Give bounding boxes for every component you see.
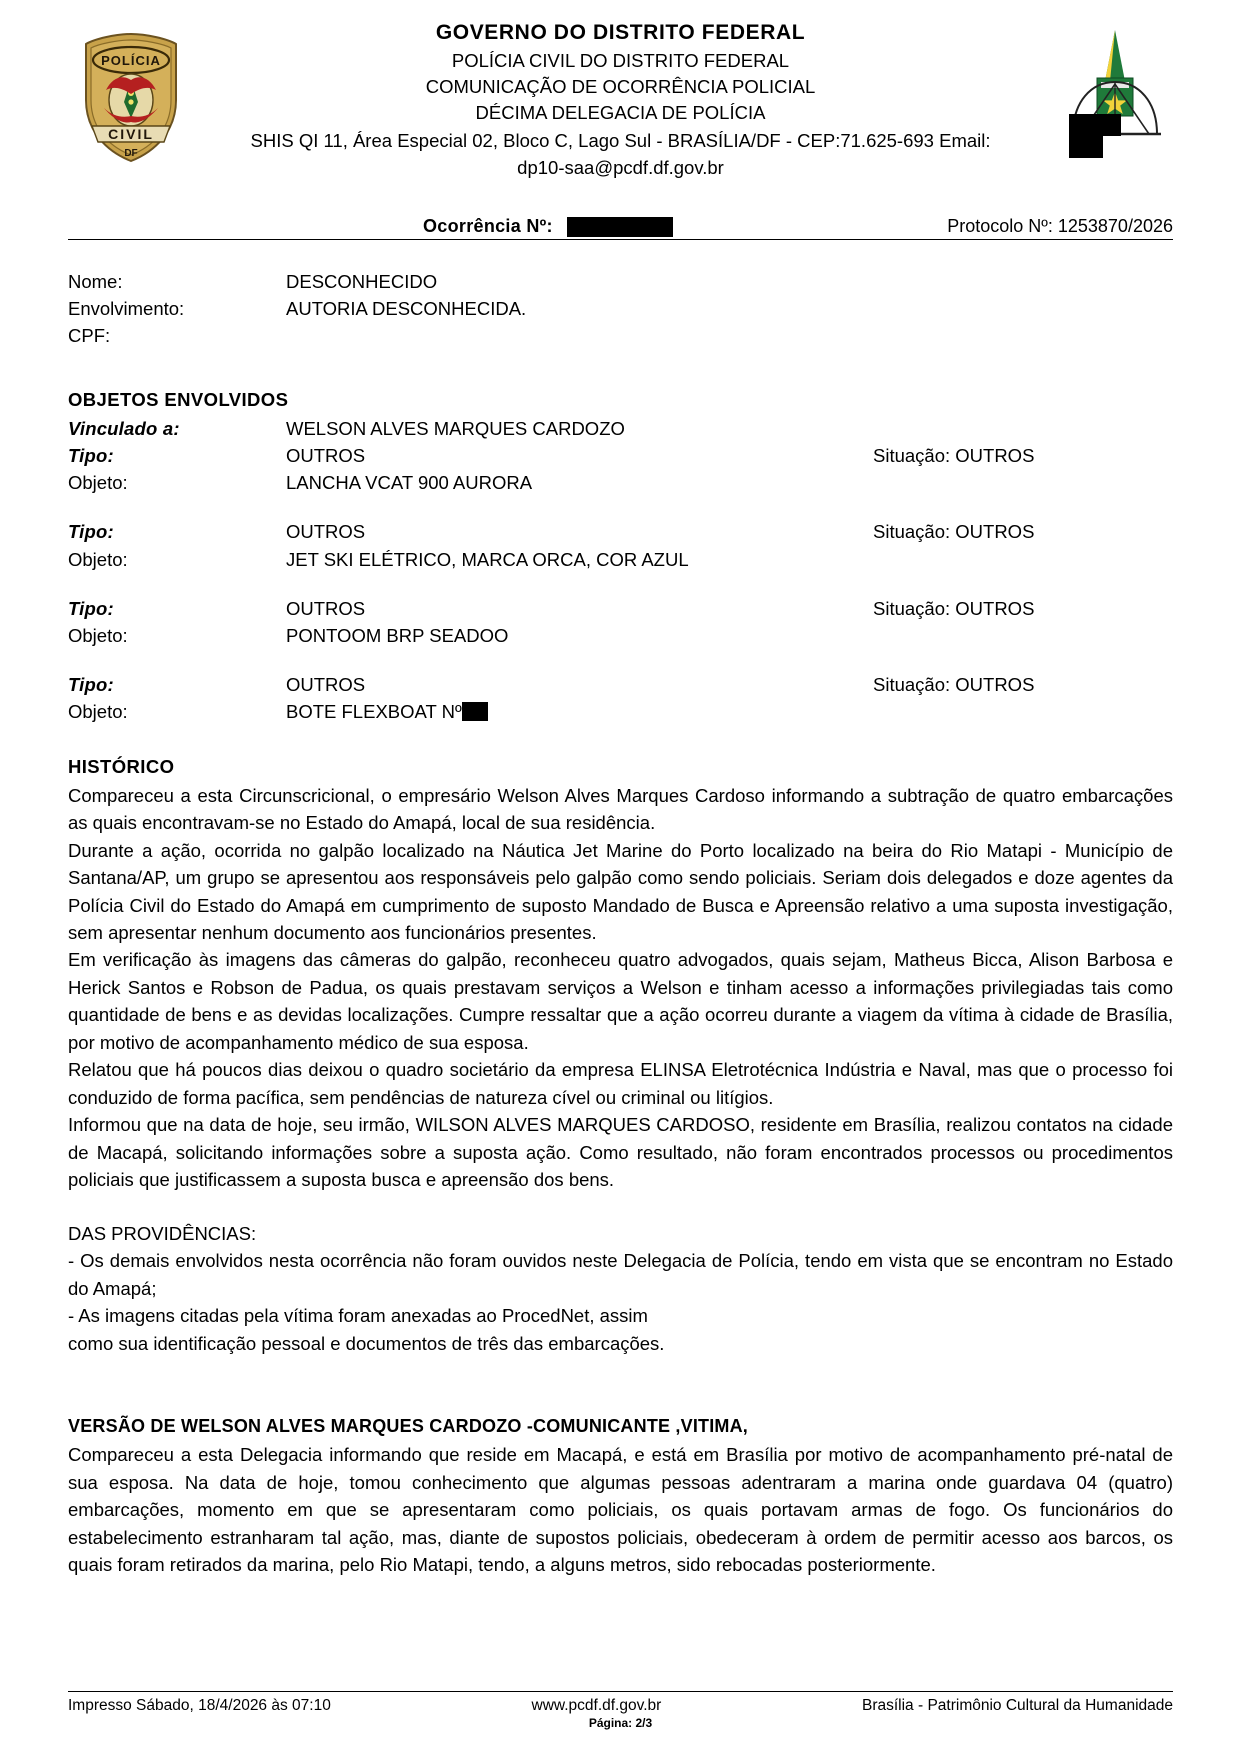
- objeto-label: Objeto:: [68, 548, 128, 570]
- objeto-situacao-value: Situação: OUTROS: [873, 521, 1035, 543]
- versao-paragraph: Compareceu a esta Delegacia informando que reside em Macapá, e está em Brasília por motivo de acompanhamento pré-natal de sua esposa. Na data de hoje, tomou conhecimento que algumas pessoas adentraram a marina onde guardava 04 (quatro) embarcações, momento em que se apresentaram como policiais, os quais portavam armas de fogo. Os funcionários do estabelecimento estranharam tal ação, mas, diante de supostos policiais, obedeceram à ordem de permitir acesso aos barcos, os quais foram retirados da marina, pelo Rio Matapi, tendo, a alguns metros, sido rebocadas posteriormente.: [68, 1444, 1173, 1576]
- brasilia-monument-emblem-icon: [1061, 26, 1169, 166]
- historico-paragraph: Compareceu a esta Circunscricional, o empresário Welson Alves Marques Cardoso informando a subtração de quatro embarcações as quais encontravam-se no Estado do Amapá, local de sua residência.: [68, 784, 1173, 834]
- objeto-label: Objeto:: [68, 701, 128, 723]
- document-body: [68, 240, 1173, 1579]
- objeto-tipo-label: Tipo:: [68, 597, 114, 619]
- field-cpf: [68, 322, 1173, 349]
- policia-civil-badge-icon: [76, 30, 186, 165]
- historico-paragraph: Informou que na data de hoje, seu irmão, WILSON ALVES MARQUES CARDOSO, residente em Brasília, realizou contatos na cidade de Macapá, solicitando informações sobre a suposta ação. Como resultado, não foram encontrados processos ou procedimentos policiais que justificassem a suposta busca e apreensão dos bens.: [68, 1114, 1173, 1191]
- footer-slogan: Brasília - Patrimônio Cultural da Humanidade: [861, 1697, 1173, 1714]
- footer-website: www.pcdf.df.gov.br: [531, 1697, 662, 1714]
- historico-paragraph: Relatou que há poucos dias deixou o quadro societário da empresa ELINSA Eletrotécnica Indústria e Naval, mas que o processo foi conduzido de forma pacífica, sem pendências de natureza cível ou criminal ou litígios.: [68, 1059, 1173, 1108]
- section-objetos-envolvidos-title: OBJETOS ENVOLVIDOS: [68, 388, 289, 410]
- historico-paragraph: Em verificação às imagens das câmeras do galpão, reconheceu quatro advogados, quais sejam, Matheus Bicca, Alison Barbosa e Herick Santos e Robson de Padua, os quais prestavam serviços a Welson e tinham acesso a informações privilegiadas tais como quantidade de bens e as devidas localizações. Cumpre ressaltar que a ação ocorreu durante a viagem da vítima à cidade de Brasília, por motivo de acompanhamento médico de sua esposa.: [68, 949, 1173, 1053]
- objeto-descricao-row: [68, 698, 1173, 725]
- field-envolvimento-value: AUTORIA DESCONHECIDA.: [286, 298, 527, 320]
- objeto-descricao-row: [68, 546, 1173, 573]
- header-subtitle-1: POLÍCIA CIVIL DO DISTRITO FEDERAL: [451, 49, 790, 71]
- field-cpf-label: CPF:: [68, 325, 111, 347]
- field-vinculado-a: [68, 415, 1173, 442]
- header-subtitle-2: COMUNICAÇÃO DE OCORRÊNCIA POLICIAL: [425, 76, 816, 98]
- objeto-item: [68, 442, 1173, 496]
- protocol-number: Protocolo Nº: 1253870/2026: [947, 216, 1173, 236]
- occurrence-bar: [68, 210, 1173, 240]
- header-email: dp10-saa@pcdf.df.gov.br: [517, 157, 724, 179]
- objeto-item: [68, 595, 1173, 649]
- objeto-value: JET SKI ELÉTRICO, MARCA ORCA, COR AZUL: [286, 548, 689, 570]
- section-versao-title: VERSÃO DE WELSON ALVES MARQUES CARDOZO -COMUNICANTE ,VITIMA,: [68, 1416, 749, 1436]
- objeto-label: Objeto:: [68, 472, 128, 494]
- objeto-value: PONTOOM BRP SEADOO: [286, 624, 509, 646]
- objeto-item: [68, 671, 1173, 725]
- svg-text:CIVIL: CIVIL: [108, 126, 154, 142]
- field-vinculado-value: WELSON ALVES MARQUES CARDOZO: [286, 417, 625, 439]
- field-nome: [68, 268, 1173, 295]
- objeto-value: BOTE FLEXBOAT Nº: [286, 701, 462, 723]
- objeto-situacao-value: Situação: OUTROS: [873, 444, 1035, 466]
- section-historico-title: HISTÓRICO: [68, 756, 175, 778]
- objeto-tipo-row: [68, 442, 1173, 469]
- objeto-tipo-value: OUTROS: [286, 597, 366, 619]
- objeto-tipo-label: Tipo:: [68, 674, 114, 696]
- objeto-value: LANCHA VCAT 900 AURORA: [286, 472, 533, 494]
- footer-printed-date: Impresso Sábado, 18/4/2026 às 07:10: [68, 1697, 331, 1714]
- objeto-number-redaction: [462, 702, 488, 721]
- objeto-tipo-row: [68, 671, 1173, 698]
- objeto-tipo-row: [68, 595, 1173, 622]
- objeto-tipo-value: OUTROS: [286, 521, 366, 543]
- objeto-tipo-value: OUTROS: [286, 444, 366, 466]
- header-address: SHIS QI 11, Área Especial 02, Bloco C, Lago Sul - BRASÍLIA/DF - CEP:71.625-693 Email:: [250, 129, 991, 151]
- objeto-tipo-value: OUTROS: [286, 674, 366, 696]
- page-title: GOVERNO DO DISTRITO FEDERAL: [435, 21, 806, 44]
- header-text-block: [68, 18, 1173, 182]
- svg-text:DF: DF: [124, 148, 138, 159]
- field-nome-label: Nome:: [68, 271, 123, 292]
- objeto-tipo-label: Tipo:: [68, 521, 114, 543]
- objeto-item: [68, 518, 1173, 572]
- occurrence-number-group: [423, 216, 673, 237]
- objeto-label: Objeto:: [68, 624, 128, 646]
- footer-page-number: Página: 2/3: [588, 1716, 653, 1730]
- objeto-tipo-row: [68, 518, 1173, 545]
- field-cpf-value: [286, 322, 1173, 349]
- svg-text:POLÍCIA: POLÍCIA: [101, 53, 161, 68]
- document-header: [68, 18, 1173, 206]
- historico-paragraph: Durante a ação, ocorrida no galpão localizado na Náutica Jet Marine do Porto localizado na beira do Rio Matapi - Município de Santana/AP, um grupo se apresentou aos responsáveis pelo galpão como sendo policiais. Seriam dois delegados e doze agentes da Polícia Civil do Estado do Amapá em cumprimento de suposto Mandado de Busca e Apreensão relativo a uma suposta investigação, sem apresentar nenhum documento aos funcionários presentes.: [68, 839, 1173, 943]
- objeto-descricao-row: [68, 622, 1173, 649]
- providencias-item: - As imagens citadas pela vítima foram anexadas ao ProcedNet, assim: [68, 1305, 648, 1327]
- providencias-item: - Os demais envolvidos nesta ocorrência não foram ouvidos neste Delegacia de Polícia, tendo em vista que se encontram no Estado do Amapá;: [68, 1250, 1173, 1299]
- field-nome-value: DESCONHECIDO: [286, 271, 438, 292]
- section-providencias-title: DAS PROVIDÊNCIAS:: [68, 1222, 257, 1244]
- objeto-descricao-row: [68, 469, 1173, 496]
- document-footer: [68, 1691, 1173, 1730]
- field-vinculado-label: Vinculado a:: [68, 417, 180, 439]
- spacer: [68, 1357, 1173, 1383]
- field-envolvimento: [68, 295, 1173, 322]
- occurrence-number-redaction: [567, 217, 673, 237]
- objeto-tipo-label: Tipo:: [68, 444, 114, 466]
- spacer: [68, 1194, 1173, 1220]
- objeto-situacao-value: Situação: OUTROS: [873, 597, 1035, 619]
- objeto-situacao-value: Situação: OUTROS: [873, 674, 1035, 696]
- occurrence-number-label: Ocorrência Nº:: [423, 216, 553, 236]
- field-envolvimento-label: Envolvimento:: [68, 298, 185, 320]
- spacer: [68, 1383, 1173, 1409]
- providencias-item: como sua identificação pessoal e documentos de três das embarcações.: [68, 1332, 665, 1354]
- header-subtitle-3: DÉCIMA DELEGACIA DE POLÍCIA: [475, 102, 766, 124]
- redaction-block-emblem-2: [1069, 114, 1121, 136]
